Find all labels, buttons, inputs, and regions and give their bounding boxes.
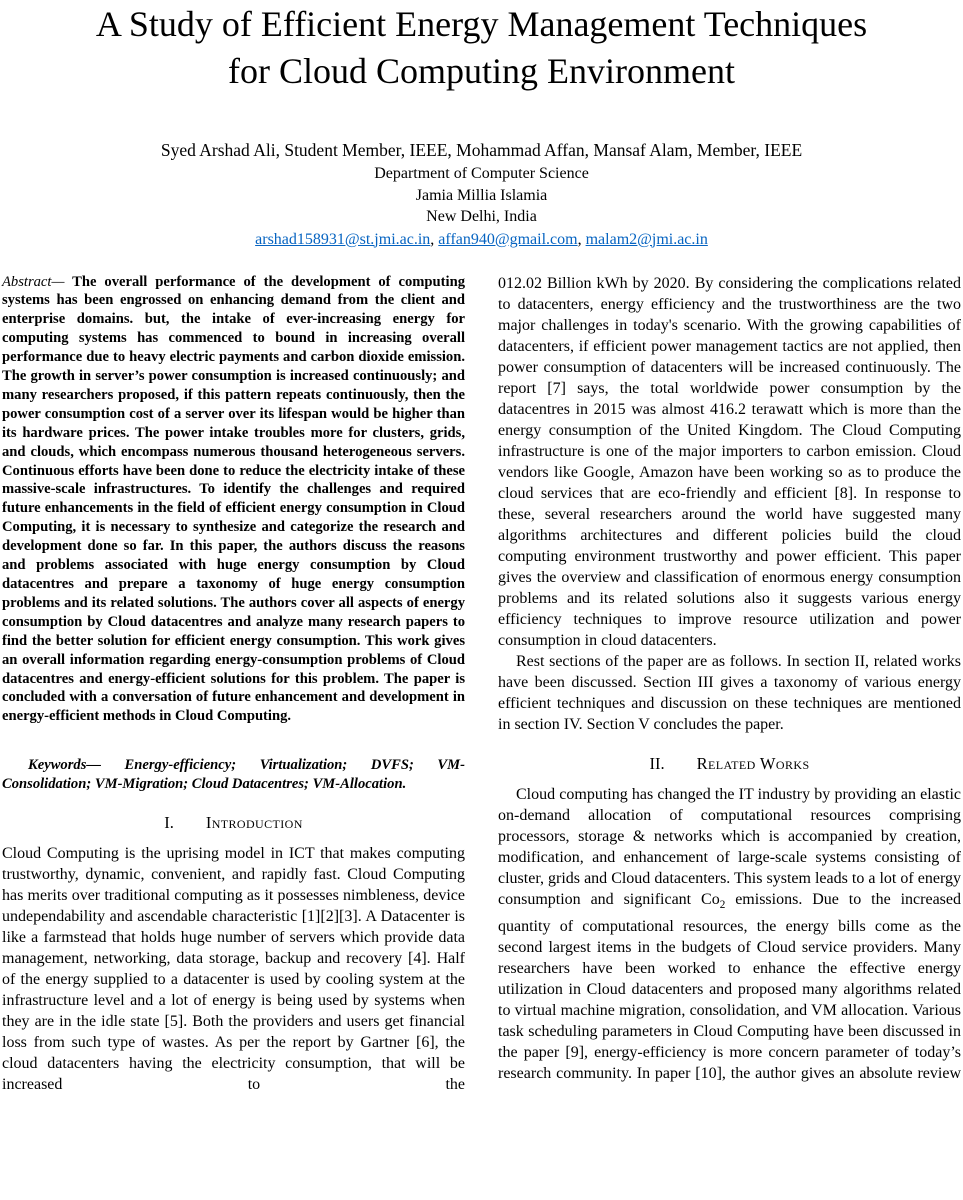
right-column: [498, 273, 961, 1096]
email-link-1[interactable]: arshad158931@st.jmi.ac.in: [255, 230, 431, 248]
affiliation-institute: Jamia Millia Islamia: [415, 186, 548, 204]
section-heading-related-works: [498, 753, 961, 774]
introduction-paragraph-continued: 012.02 Billion kWh by 2020. By considering the complications related to datacenters, energy efficiency and the trustworthiness are the two major challenges in today's scenario. With the growing capabilities of datacenters, if efficient power management tactics are not applied, then power consumption of datacenters will be increased continuously. The report [7] says, the total worldwide power consumption by the datacentres in 2015 was almost 416.2 terawatt which is more than the energy consumption of the United Kingdom. The Cloud Computing infrastructure is one of the major importers to carbon emission. Cloud vendors like Google, Amazon have been working so as to produce the cloud services that are eco-friendly and efficient [8]. In response to these, several researchers around the world have suggested many algorithms architectures and different policies build the cloud computing environment trustworthy and power efficient. This paper gives the overview and classification of enormous energy consumption problems and its related solutions also it suggests various energy efficiency techniques to improve resource utilization and power consumption in cloud datacenters.: [498, 274, 961, 649]
section-title-related-works: Related Works: [696, 753, 810, 773]
keywords-label: Keywords—: [28, 757, 101, 774]
left-column: [2, 273, 465, 1096]
co2-subscript: 2: [719, 898, 726, 911]
related-works-text-after-sub: emissions. Due to the increased quantity of computational resources, the energy bills come as the second largest items in the budgets of Cloud service providers. Many researchers have been worked to enhance the effective energy utilization in Cloud datacenters and proposed many algorithms related to virtual machine migration, consolidation, and VM allocation. Various task scheduling parameters in Cloud Computing have been discussed in the paper [9], energy-efficiency is more concern parameter of today’s research community. In paper [10], the author gives an absolute review: [498, 890, 961, 1082]
abstract-text: The overall performance of the development of computing systems has been engrossed on enhancing demand from the client and enterprise domains. but, the intake of ever-increasing energy for computing systems has commenced to bound in increasing overall performance due to heavy electric payments and carbon dioxide emission. The growth in server’s power consumption is increased continuously; and many researchers proposed, if this pattern repeats continuously, then the power consumption cost of a server over its lifespan would be higher than its hardware prices. The power intake troubles more for clusters, grids, and clouds, which encompass numerous thousand heterogeneous servers. Continuous efforts have been done to reduce the electricity intake of these massive-scale infrastructures. To identify the challenges and required future enhancements in the field of efficient energy consumption in Cloud Computing, it is necessary to synthesize and categorize the research and development done so far. In this paper, the authors discuss the reasons and problems associated with huge energy consumption by Cloud datacentres and prepare a taxonomy of huge energy consumption problems and its related solutions. The authors cover all aspects of energy consumption by Cloud datacentres and analyze many research papers to find the better solution for efficient energy consumption. This work gives an overall information regarding energy-consumption problems of Cloud datacentres and energy-efficient solutions for this problem. The paper is concluded with a conversation of future enhancement and development in energy-efficient methods in Cloud Computing.: [2, 273, 465, 725]
authors-line: Syed Arshad Ali, Student Member, IEEE, Mohammad Affan, Mansaf Alam, Member, IEEE: [160, 140, 803, 160]
keywords-paragraph: [2, 756, 465, 794]
email-separator-1: ,: [430, 230, 439, 248]
section-number-related-works: II.: [649, 753, 665, 773]
author-emails: [0, 229, 963, 250]
paper-header: [0, 0, 963, 250]
section-number-introduction: I.: [164, 813, 174, 833]
abstract-label: Abstract—: [2, 273, 65, 290]
affiliation-department: Department of Computer Science: [374, 165, 589, 182]
two-column-body: [0, 273, 963, 1096]
keywords-text: Energy-efficiency; Virtualization; DVFS; VM-Consolidation; VM-Migration; Cloud Datacentres; VM-Allocation.: [2, 757, 465, 793]
related-works-paragraph: [498, 784, 961, 1084]
email-link-3[interactable]: malam2@jmi.ac.in: [585, 230, 708, 248]
paper-title: [0, 0, 963, 95]
section-heading-introduction: [2, 812, 465, 833]
introduction-paragraph-2: Rest sections of the paper are as follows. In section II, related works have been discussed. Section III gives a taxonomy of various energy efficient techniques and discussion on these techniques are mentioned in section IV. Section V concludes the paper.: [498, 652, 961, 733]
title-line-1: A Study of Efficient Energy Management Techniques: [95, 4, 868, 44]
introduction-paragraph-left: Cloud Computing is the uprising model in ICT that makes computing trustworthy, dynamic, convenient, and rapidly fast. Cloud Computing has merits over traditional computing as it possesses nimbleness, device undependability and ascendable characteristic [1][2][3]. A Datacenter is like a farmstead that holds huge number of servers which provide data management, networking, data storage, backup and recovery [4]. Half of the energy supplied to a datacenter is used by cooling system at the infrastructure level and a lot of energy is being used by systems when they are in the idle state [5]. Both the providers and users get financial loss from such type of wastes. As per the report by Gartner [6], the cloud datacenters having the electricity consumption, that will be increased to the: [2, 845, 465, 1094]
abstract-paragraph: [2, 273, 465, 727]
title-line-2: for Cloud Computing Environment: [228, 51, 735, 91]
email-link-2[interactable]: affan940@gmail.com: [438, 230, 578, 248]
affiliation-location: New Delhi, India: [426, 208, 537, 225]
email-separator-2: ,: [577, 230, 586, 248]
section-title-introduction: Introduction: [205, 813, 303, 833]
related-works-text-before-sub: Cloud computing has changed the IT industry by providing an elastic on-demand allocation of computational resources comprising processors, storage & networks which is accompanied by creation, modification, and enhancement of large-scale systems consisting of cluster, grids and Cloud datacenters. This system leads to a lot of energy consumption and significant Co: [498, 785, 961, 908]
